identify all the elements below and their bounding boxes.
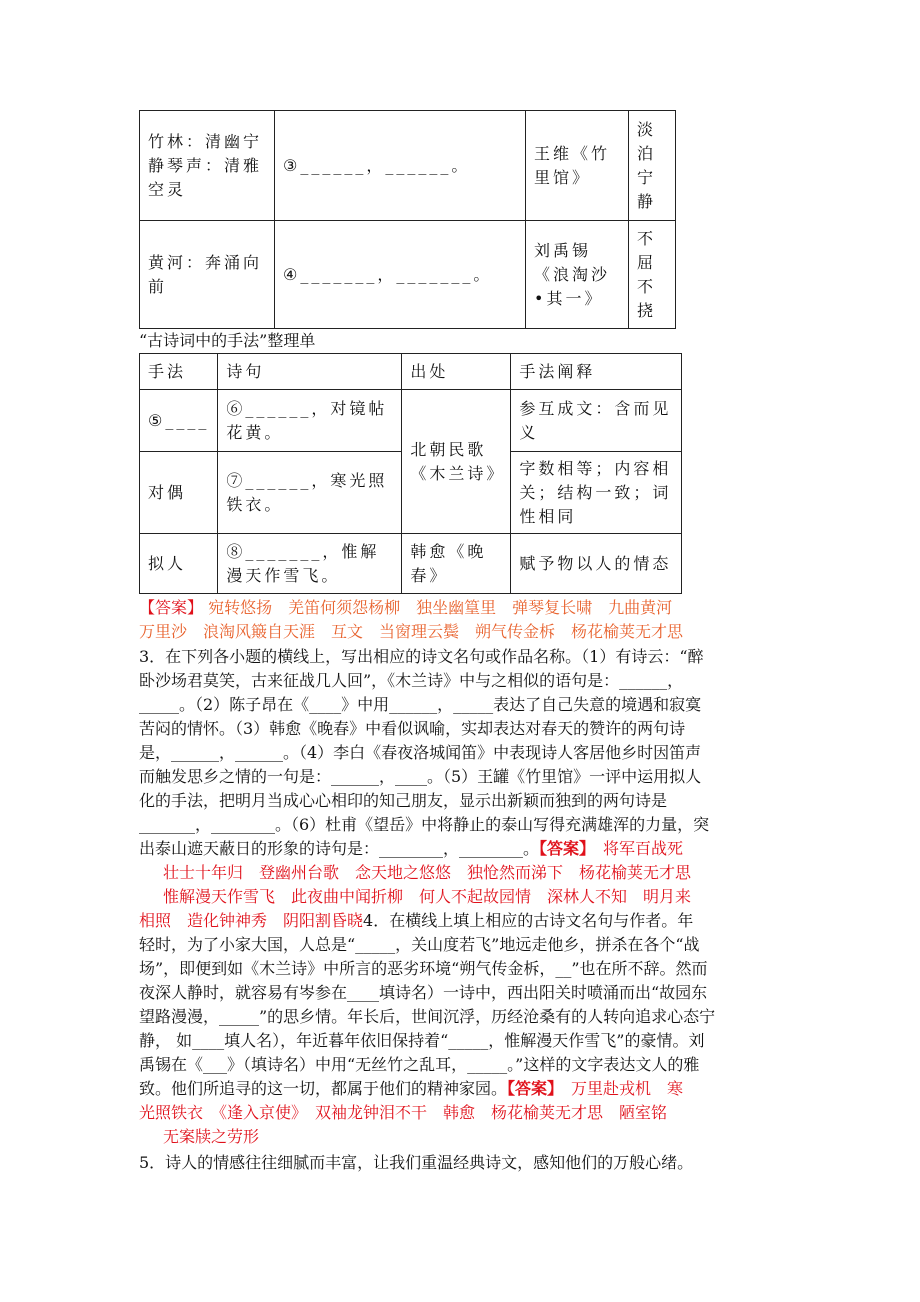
question-text: _____。（2）陈子昂在《____》中用______，_____表达了自己失意的境遇和寂寞 <box>139 695 702 714</box>
table-cell-blank: ③______，______。 <box>275 111 526 221</box>
table-cell-explain: 参互成文：含而见义 <box>511 390 682 452</box>
answer-text: 光照铁衣 《逢入京使》 双袖龙钟泪不干 韩愈 杨花榆荚无才思 陋室铭 <box>139 1103 668 1122</box>
question-text: 3．在下列各小题的横线上，写出相应的诗文名句或作品名称。（1）有诗云：“醉 <box>139 647 704 666</box>
table-cell-line: ⑦______，寒光照铁衣。 <box>218 452 402 534</box>
question-text: 是，______，______。（4）李白《春夜洛城闻笛》中表现诗人客居他乡时因笛声 <box>139 743 702 762</box>
poem-imagery-table <box>139 110 676 329</box>
question-answer-line <box>139 1077 779 1101</box>
answer-text: 万里赴戎机 寒 <box>571 1079 684 1098</box>
answer-block <box>139 596 779 620</box>
table-row <box>140 534 682 594</box>
table-caption: “古诗词中的手法”整理单 <box>139 331 316 350</box>
table-row <box>140 221 676 329</box>
question-text: 苦闷的情怀。（3）韩愈《晚春》中看似讽喻，实却表达对春天的赞许的两句诗 <box>139 719 686 738</box>
question-text: 望路漫漫，_____”的思乡情。年长后，世间沉浮，历经沧桑有的人转向追求心态宁 <box>139 1007 716 1026</box>
answer-tag: 【答案】 <box>139 598 204 617</box>
table-cell-explain: 赋予物以人的情态 <box>511 534 682 594</box>
question-text: 夜深人静时，就容易有岑参在____填诗名）一诗中，西出阳关时喷涌而出“故园东 <box>139 983 708 1002</box>
table-row <box>140 111 676 221</box>
question-answer-line <box>139 837 779 861</box>
answer-text: 万里沙 浪淘风簸自天涯 互文 当窗理云鬓 朔气传金柝 杨花榆荚无才思 <box>139 622 684 641</box>
column-header: 诗句 <box>218 354 402 390</box>
question-text: 4．在横线上填上相应的古诗文名句与作者。年 <box>363 911 694 930</box>
answer-text: 惟解漫天作雪飞 此夜曲中闻折柳 何人不起故园情 深林人不知 明月来 <box>163 887 692 906</box>
table-cell-source: 韩愈《晚春》 <box>402 534 511 594</box>
table-cell-emotion: 淡泊宁静 <box>629 111 676 221</box>
question-text: 5．诗人的情感往往细腻而丰富，让我们重温经典诗文，感知他们的万般心绪。 <box>139 1153 694 1172</box>
question-text: 致。他们所追寻的这一切，都属于他们的精神家园。 <box>139 1079 508 1098</box>
question-text: 化的手法，把明月当成心心相印的知己朋友，显示出新颖而独到的两句诗是 <box>139 791 668 810</box>
table-cell-explain: 字数相等；内容相关；结构一致；词性相同 <box>511 452 682 534</box>
question-text: 卧沙场君莫笑，古来征战几人回”，《木兰诗》中与之相似的语句是：______， <box>139 671 684 690</box>
column-header: 出处 <box>402 354 511 390</box>
table-cell-source: 北朝民歌《木兰诗》 <box>402 390 511 534</box>
column-header: 手法 <box>140 354 218 390</box>
answer-text: 相照 造化钟神秀 阴阳割昏晓 <box>139 911 364 930</box>
answer-text: 将军百战死 <box>603 839 684 858</box>
table-cell-blank: ④_______，_______。 <box>275 221 526 329</box>
table-row <box>140 390 682 452</box>
question-text: 出泰山遮天蔽日的形象的诗句是：________，________。 <box>139 839 540 858</box>
table-cell-theme: 竹林：清幽宁静琴声：清雅空灵 <box>140 111 275 221</box>
table-cell-line: ⑧_______，惟解漫天作雪飞。 <box>218 534 402 594</box>
answer-tag: 【答案】 <box>539 839 588 858</box>
question-answer-line <box>139 909 779 933</box>
column-header: 手法阐释 <box>511 354 682 390</box>
table-cell-source: 刘禹锡《浪淘沙•其一》 <box>526 221 629 329</box>
answer-tag: 【答案】 <box>507 1079 556 1098</box>
question-text: _______，________。（6）杜甫《望岳》中将静止的泰山写得充满雄浑的力量，突 <box>139 815 710 834</box>
table-cell-technique: 拟人 <box>140 534 218 594</box>
question-text: 场”，即便到如《木兰诗》中所言的恶劣环境“朔气传金柝，__”也在所不辞。然而 <box>139 959 708 978</box>
table-cell-line: ⑥______，对镜帖花黄。 <box>218 390 402 452</box>
question-text: 而触发思乡之情的一句是：______，____。（5）王罐《竹里馆》一评中运用拟人 <box>139 767 702 786</box>
question-text: 轻时，为了小家大国，人总是“_____，关山度若飞”地远走他乡，拼杀在各个“战 <box>139 935 700 954</box>
table-cell-technique: 对偶 <box>140 452 218 534</box>
table-header-row <box>140 354 682 390</box>
table-cell-emotion: 不屈不挠 <box>629 221 676 329</box>
table-cell-technique: ⑤____ <box>140 390 218 452</box>
answer-text: 壮士十年归 登幽州台歌 念天地之悠悠 独怆然而涕下 杨花榆荚无才思 <box>163 863 692 882</box>
answer-text: 无案牍之劳形 <box>163 1127 260 1146</box>
poem-technique-table <box>139 353 682 594</box>
answer-text: 宛转悠扬 羌笛何须怨杨柳 独坐幽篁里 弹琴复长啸 九曲黄河 <box>208 598 673 617</box>
question-text: 禹锡在《___》（填诗名）中用“无丝竹之乱耳，_____。”这样的文字表达文人的雅 <box>139 1055 700 1074</box>
table-cell-theme: 黄河：奔涌向前 <box>140 221 275 329</box>
question-text: 静， 如____填人名），年近暮年依旧保持着“_____，惟解漫天作雪飞”的豪情。刘 <box>139 1031 705 1050</box>
table-cell-source: 王维《竹里馆》 <box>526 111 629 221</box>
